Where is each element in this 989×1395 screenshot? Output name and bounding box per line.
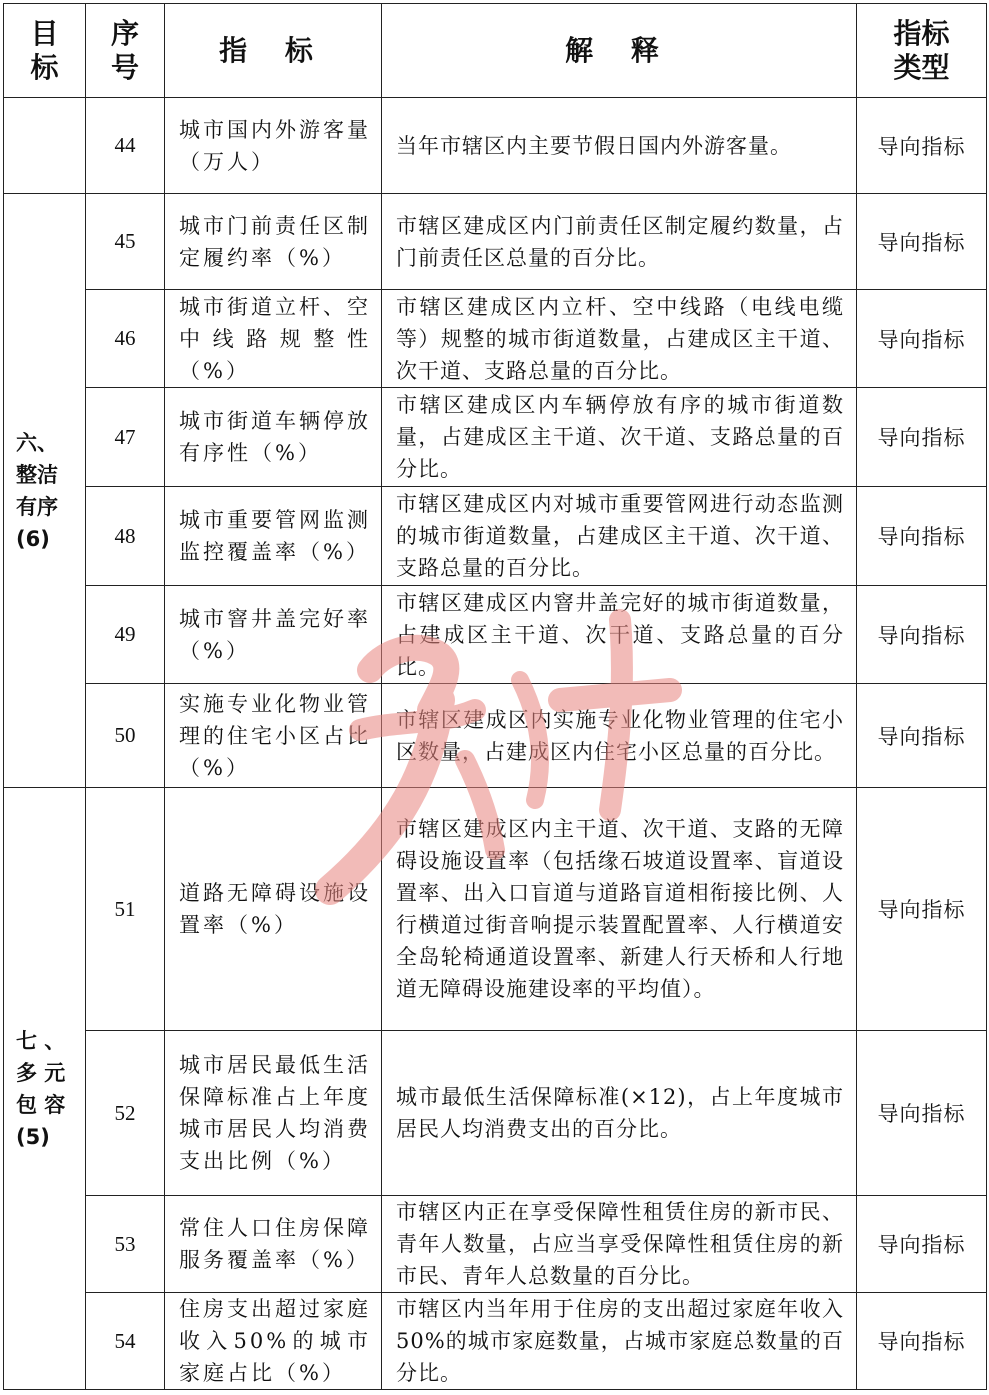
explanation-cell: 市辖区建成区内窨井盖完好的城市街道数量，占建成区主干道、次干道、支路总量的百分比。 [382,586,857,684]
explanation-cell: 市辖区内正在享受保障性租赁住房的新市民、青年人数量，占应当享受保障性租赁住房的新市民、青年人总数量的百分比。 [382,1196,857,1293]
type-cell: 导向指标 [857,788,987,1031]
seq-cell: 44 [86,98,165,194]
table-row [4,1293,987,1390]
type-cell: 导向指标 [857,487,987,586]
type-cell: 导向指标 [857,98,987,194]
explanation-cell: 市辖区建成区内车辆停放有序的城市街道数量，占建成区主干道、次干道、支路总量的百分比。 [382,388,857,487]
indicator-cell: 常住人口住房保障服务覆盖率（%） [165,1196,382,1293]
header-goal: 目 标 [4,4,86,98]
explanation-cell: 当年市辖区内主要节假日国内外游客量。 [382,98,857,194]
indicator-cell: 城市居民最低生活保障标准占上年度城市居民人均消费支出比例（%） [165,1031,382,1196]
type-cell: 导向指标 [857,684,987,788]
type-cell: 导向指标 [857,1293,987,1390]
header-seq: 序 号 [86,4,165,98]
indicator-cell: 住房支出超过家庭收入50%的城市家庭占比（%） [165,1293,382,1390]
table-row [4,388,987,487]
seq-cell: 54 [86,1293,165,1390]
table-row [4,290,987,388]
table-row [4,1031,987,1196]
seq-cell: 45 [86,194,165,290]
type-cell: 导向指标 [857,194,987,290]
type-cell: 导向指标 [857,290,987,388]
indicator-cell: 城市重要管网监测监控覆盖率（%） [165,487,382,586]
indicator-cell: 城市街道立杆、空中线路规整性（%） [165,290,382,388]
indicator-cell: 城市街道车辆停放有序性（%） [165,388,382,487]
seq-cell: 48 [86,487,165,586]
seq-cell: 53 [86,1196,165,1293]
seq-cell: 52 [86,1031,165,1196]
seq-cell: 47 [86,388,165,487]
indicator-cell: 道路无障碍设施设置率（%） [165,788,382,1031]
table-row [4,788,987,1031]
table-row [4,684,987,788]
type-cell: 导向指标 [857,388,987,487]
indicator-table [3,3,987,1390]
table-row [4,98,987,194]
type-cell: 导向指标 [857,1031,987,1196]
header-type: 指标 类型 [857,4,987,98]
explanation-cell: 市辖区建成区内实施专业化物业管理的住宅小区数量，占建成区内住宅小区总量的百分比。 [382,684,857,788]
explanation-cell: 城市最低生活保障标准(×12)，占上年度城市居民人均消费支出的百分比。 [382,1031,857,1196]
type-cell: 导向指标 [857,586,987,684]
explanation-cell: 市辖区建成区内对城市重要管网进行动态监测的城市街道数量，占建成区主干道、次干道、支路总量的百分比。 [382,487,857,586]
table-row [4,194,987,290]
goal-cell-empty [4,98,86,194]
seq-cell: 50 [86,684,165,788]
indicator-cell: 城市窨井盖完好率（%） [165,586,382,684]
type-cell: 导向指标 [857,1196,987,1293]
table-row [4,1196,987,1293]
indicator-cell: 城市门前责任区制定履约率（%） [165,194,382,290]
explanation-cell: 市辖区建成区内立杆、空中线路（电线电缆等）规整的城市街道数量，占建成区主干道、次干道、支路总量的百分比。 [382,290,857,388]
explanation-cell: 市辖区建成区内主干道、次干道、支路的无障碍设施设置率（包括缘石坡道设置率、盲道设置率、出入口盲道与道路盲道相衔接比例、人行横道过街音响提示装置配置率、人行横道安全岛轮椅通道设置率、新建人行天桥和人行地道无障碍设施建设率的平均值）。 [382,788,857,1031]
seq-cell: 51 [86,788,165,1031]
indicator-cell: 城市国内外游客量（万人） [165,98,382,194]
indicator-cell: 实施专业化物业管理的住宅小区占比（%） [165,684,382,788]
header-explanation: 解 释 [382,4,857,98]
table-row [4,586,987,684]
table-row [4,487,987,586]
seq-cell: 49 [86,586,165,684]
explanation-cell: 市辖区内当年用于住房的支出超过家庭年收入50%的城市家庭数量，占城市家庭总数量的百分比。 [382,1293,857,1390]
header-row [4,4,987,98]
goal-group-six: 六、 整洁 有序 (6) [4,194,86,788]
header-indicator: 指 标 [165,4,382,98]
seq-cell: 46 [86,290,165,388]
explanation-cell: 市辖区建成区内门前责任区制定履约数量，占门前责任区总量的百分比。 [382,194,857,290]
goal-group-seven: 七 、 多 元 包 容 (5) [4,788,86,1390]
